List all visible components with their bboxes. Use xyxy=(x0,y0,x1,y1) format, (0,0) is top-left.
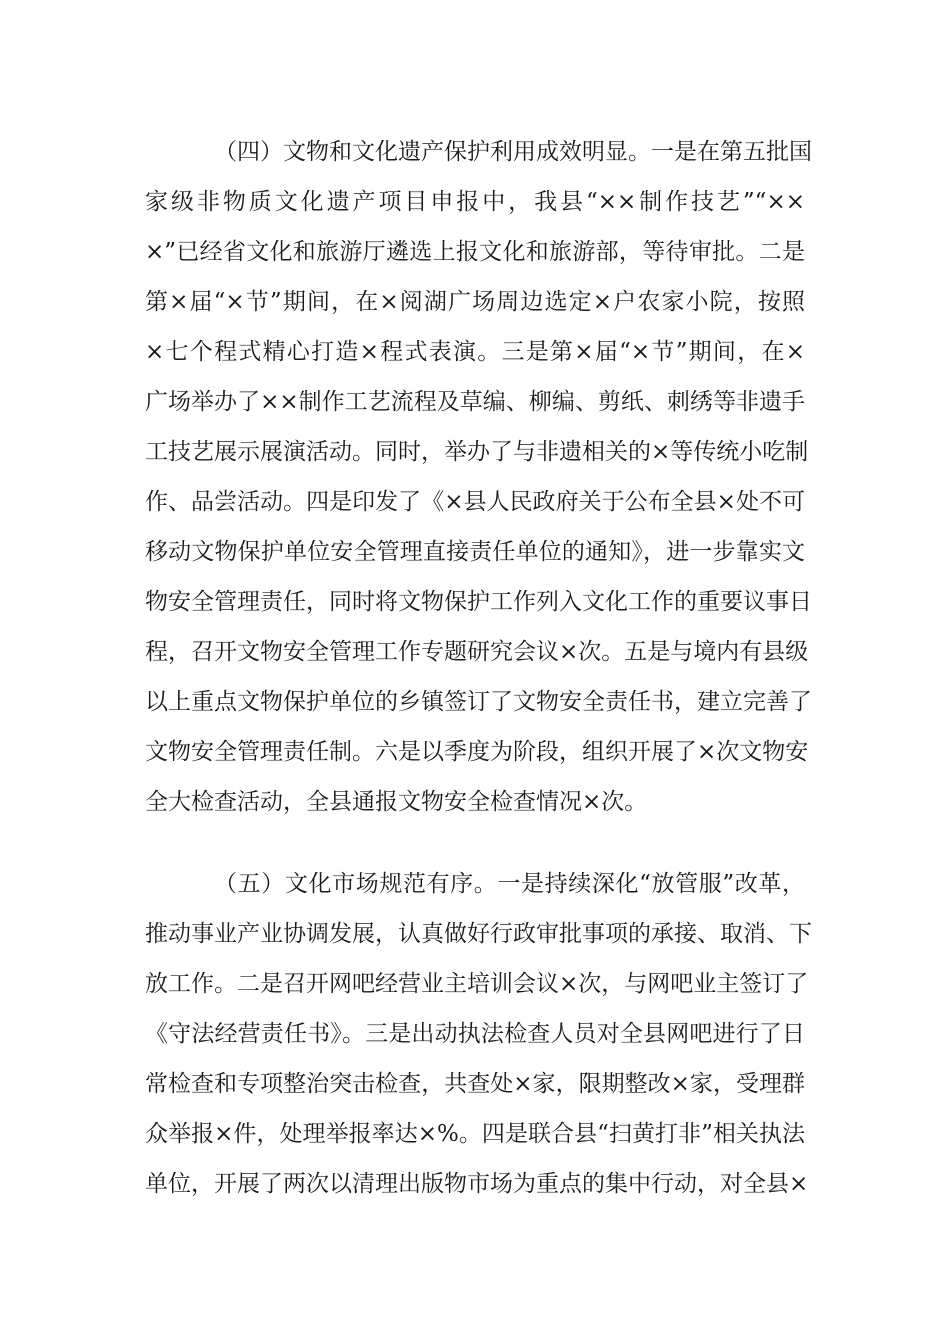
text-line: 文物安全管理责任制。六是以季度为阶段，组织开展了×次文物安 xyxy=(145,739,809,765)
text-line: 工技艺展示展演活动。同时，举办了与非遗相关的×等传统小吃制 xyxy=(145,439,809,465)
text-line: 广场举办了××制作工艺流程及草编、柳编、剪纸、刺绣等非遗手 xyxy=(145,389,805,415)
text-line: 《守法经营责任书》。三是出动执法检查人员对全县网吧进行了日 xyxy=(145,1021,805,1047)
text-line: （五）文化市场规范有序。一是持续深化“放管服”改革， xyxy=(214,871,805,897)
text-line: 程，召开文物安全管理工作专题研究会议×次。五是与境内有县级 xyxy=(145,639,809,665)
text-line: 以上重点文物保护单位的乡镇签订了文物安全责任书，建立完善了 xyxy=(145,689,812,715)
text-line: 放工作。二是召开网吧经营业主培训会议×次，与网吧业主签订了 xyxy=(145,971,809,997)
text-line: 作、品尝活动。四是印发了《×县人民政府关于公布全县×处不可 xyxy=(145,489,805,515)
text-line: 第×届“×节”期间，在×阅湖广场周边选定×户农家小院，按照 xyxy=(145,289,805,315)
text-line: 单位，开展了两次以清理出版物市场为重点的集中行动，对全县× xyxy=(145,1171,809,1197)
text-line: 移动文物保护单位安全管理直接责任单位的通知》，进一步靠实文 xyxy=(145,539,805,565)
text-line: 物安全管理责任，同时将文物保护工作列入文化工作的重要议事日 xyxy=(145,589,812,615)
text-line: 常检查和专项整治突击检查，共查处×家，限期整改×家，受理群 xyxy=(145,1071,805,1097)
text-line: 众举报×件，处理举报率达×%。四是联合县“扫黄打非”相关执法 xyxy=(145,1121,805,1147)
text-line: （四）文物和文化遗产保护利用成效明显。一是在第五批国 xyxy=(214,139,812,165)
text-line: 全大检查活动，全县通报文物安全检查情况×次。 xyxy=(145,789,648,815)
text-line: ×”已经省文化和旅游厅遴选上报文化和旅游部，等待审批。二是 xyxy=(145,239,805,265)
text-line: 家级非物质文化遗产项目申报中，我县“××制作技艺”“×× xyxy=(145,189,805,215)
text-line: 推动事业产业协调发展，认真做好行政审批事项的承接、取消、下 xyxy=(145,921,812,947)
text-line: ×七个程式精心打造×程式表演。三是第×届“×节”期间，在× xyxy=(145,339,805,365)
